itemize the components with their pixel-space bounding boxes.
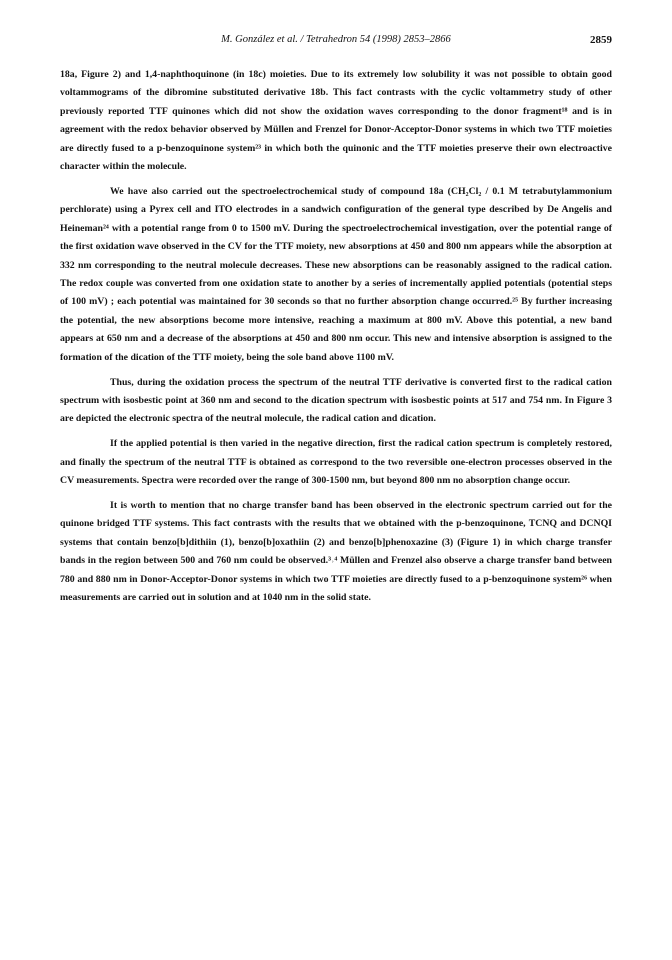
body-text	[60, 66, 612, 614]
paragraph-3: Thus, during the oxidation process the spectrum of the neutral TTF derivative is converted first to the radical cation spectrum with isosbestic point at 360 nm and second to the dication spectrum with isosbestic points at 517 and 754 nm. In Figure 3 are depicted the electronic spectra of the neutral molecule, the radical cation and dication.	[60, 376, 612, 425]
paragraph-1: 18a, Figure 2) and 1,4-naphthoquinone (in 18c) moieties. Due to its extremely low solubility it was not possible to obtain good voltammograms of the dibromine substituted derivative 18b. This fact contrasts with the cyclic voltammetry study of other previously reported TTF quinones which did not show the oxidation waves corresponding to the donor fragment¹⁸ and is in agreement with the redox behavior observed by Müllen and Frenzel for Donor-Acceptor-Donor systems in which two TTF moieties are directly fused to a p-benzoquinone system²³ in which both the quinonic and the TTF moieties preserve their own electroactive character within the molecule.	[60, 69, 612, 173]
paragraph-2: We have also carried out the spectroelectrochemical study of compound 18a (CH₂Cl₂ / 0.1 M tetrabutylammonium perchlorate) using a Pyrex cell and ITO electrodes in a sandwich configuration of the general type described by De Angelis and Heineman²⁴ with a potential range from 0 to 1500 mV. During the spectroelectrochemical investigation, over the potential range of the first oxidation wave observed in the CV for the TTF moiety, new absorptions at 450 and 800 nm appears while the absorption at 332 nm corresponding to the neutral molecule decreases. These new absorptions can be reasonably assigned to the radical cation. The redox couple was converted from one oxidation state to another by a series of incrementally applied potentials (potential steps of 100 mV) ; each potential was maintained for 30 seconds so that no further absorption change occurred.²⁵ By further increasing the potential, the new absorptions become more intensive, reaching a maximum at 800 mV. Above this potential, a new band appears at 650 nm and a decrease of the absorptions at 450 and 800 nm occur. This new and intensive absorption is assigned to the formation of the dication of the TTF moiety, being the sole band above 1100 mV.	[60, 185, 612, 363]
running-title: M. González et al. / Tetrahedron 54 (1998) 2853–2866	[221, 34, 451, 45]
paragraph-4: If the applied potential is then varied in the negative direction, first the radical cation spectrum is completely restored, and finally the spectrum of the neutral TTF is obtained as correspond to the two reversible one-electron processes observed in the CV measurements. Spectra were recorded over the range of 300-1500 nm, but beyond 800 nm no absorption change occur.	[60, 438, 612, 487]
page-number: 2859	[590, 34, 612, 46]
paragraph-5: It is worth to mention that no charge transfer band has been observed in the electronic spectrum carried out for the quinone bridged TTF systems. This fact contrasts with the results that we obtained with the p-benzoquinone, TCNQ and DCNQI systems that contain benzo[b]dithiin (1), benzo[b]oxathiin (2) and benzo[b]phenoxazine (3) (Figure 1) in which charge transfer bands in the region between 500 and 760 nm could be observed.³˒⁴ Müllen and Frenzel also observe a charge transfer band between 780 and 880 nm in Donor-Acceptor-Donor systems in which two TTF moieties are directly fused to a p-benzoquinone system²⁶ when measurements are carried out in solution and at 1040 nm in the solid state.	[60, 499, 612, 603]
page-header	[60, 32, 612, 48]
